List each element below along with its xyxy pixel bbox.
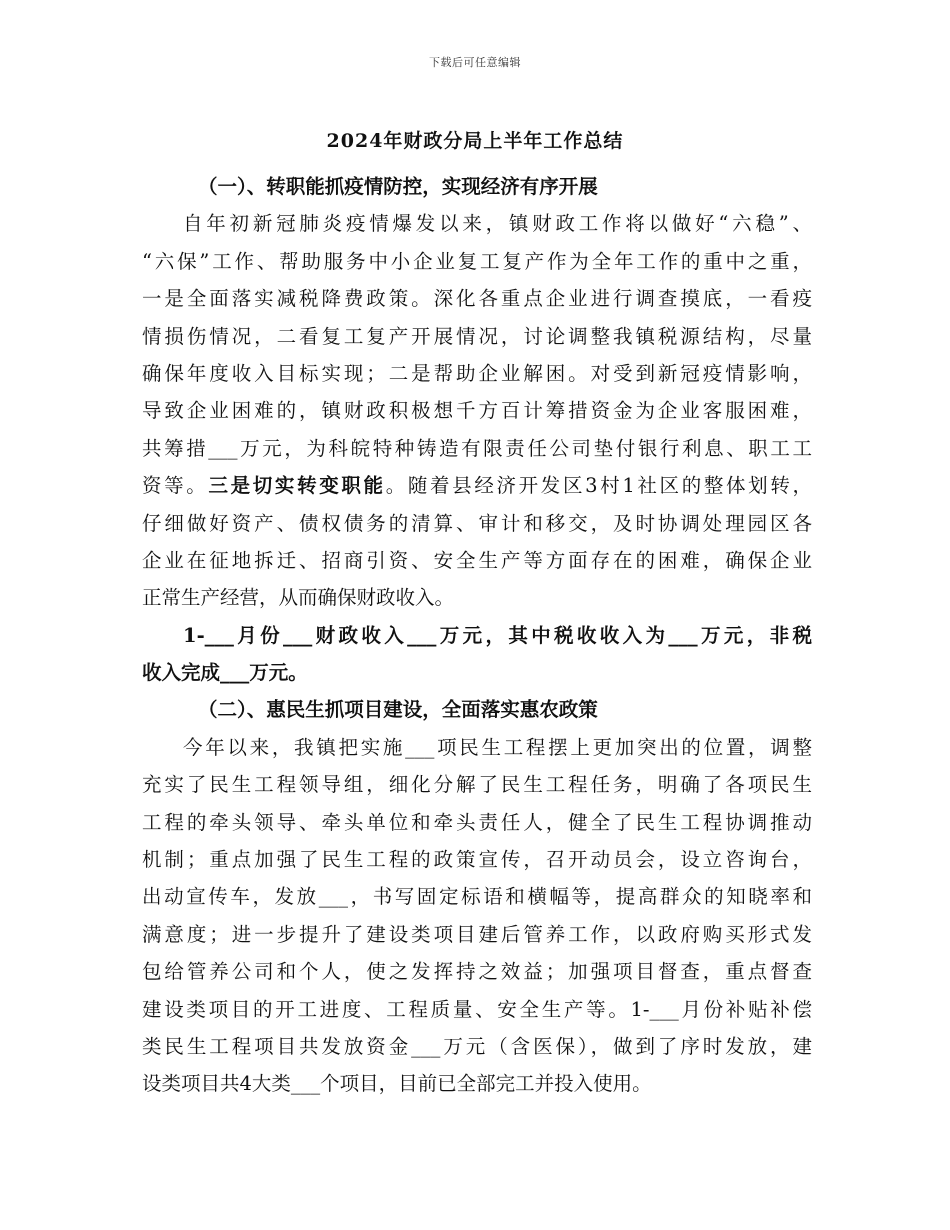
paragraph-line: 仔细做好资产、债权债务的清算、审计和移交，及时协调处理园区各 xyxy=(142,511,812,535)
paragraph-line: 机制；重点加强了民生工程的政策宣传，召开动员会，设立咨询台， xyxy=(142,848,812,872)
section-2-paragraph xyxy=(142,729,812,1103)
download-note: 下载后可任意编辑 xyxy=(429,56,521,69)
line-text: 资等。 xyxy=(142,474,209,498)
paragraph-line: 一是全面落实减税降费政策。深化各重点企业进行调查摸底，一看疫 xyxy=(142,287,812,311)
paragraph-line: 正常生产经营，从而确保财政收入。 xyxy=(142,586,455,610)
document-body xyxy=(142,168,812,1103)
paragraph-line: 自年初新冠肺炎疫情爆发以来，镇财政工作将以做好“六稳”、 xyxy=(183,212,812,236)
paragraph-line: 企业在征地拆迁、招商引资、安全生产等方面存在的困难，确保企业 xyxy=(142,548,812,572)
paragraph-line: 充实了民生工程领导组，细化分解了民生工程任务，明确了各项民生 xyxy=(142,773,812,797)
section-1-heading: （一）、转职能抓疫情防控，实现经济有序开展 xyxy=(198,175,598,198)
paragraph-line: 导致企业困难的，镇财政积极想千方百计筹措资金为企业客服困难， xyxy=(142,399,812,423)
paragraph-line: 确保年度收入目标实现；二是帮助企业解困。对受到新冠疫情影响， xyxy=(142,361,812,385)
paragraph-line: 共筹措___万元，为科皖特种铸造有限责任公司垫付银行利息、职工工 xyxy=(142,436,812,460)
paragraph-line xyxy=(142,467,812,504)
section-1-paragraph-1 xyxy=(142,205,812,616)
paragraph-line: 类民生工程项目共发放资金___万元（含医保），做到了序时发放，建 xyxy=(142,1034,812,1058)
line-text: 。随着县经济开发区3村1社区的整体划转， xyxy=(385,474,812,498)
paragraph-line: 满意度；进一步提升了建设类项目建后管养工作，以政府购买形式发 xyxy=(142,922,812,946)
paragraph-line: 出动宣传车，发放___，书写固定标语和横幅等，提高群众的知晓率和 xyxy=(142,885,812,909)
paragraph-line: 情损伤情况，二看复工复产开展情况，讨论调整我镇税源结构，尽量 xyxy=(142,324,812,348)
paragraph-line: 建设类项目的开工进度、工程质量、安全生产等。1-___月份补贴补偿 xyxy=(142,997,812,1021)
bold-emphasis: 三是切实转变职能 xyxy=(208,474,386,498)
paragraph-line: 设类项目共4大类___个项目，目前已全部完工并投入使用。 xyxy=(142,1072,652,1096)
document-title: 2024年财政分局上半年工作总结 xyxy=(326,130,624,152)
paragraph-line: 工程的牵头领导、牵头单位和牵头责任人，健全了民生工程协调推动 xyxy=(142,810,812,834)
section-2-heading: （二）、惠民生抓项目建设，全面落实惠农政策 xyxy=(198,698,598,722)
paragraph-line: 今年以来，我镇把实施___项民生工程摆上更加突出的位置，调整 xyxy=(183,735,812,759)
paragraph-line: 1-___月份___财政收入___万元，其中税收收入为___万元，非税 xyxy=(183,623,812,647)
paragraph-line: “六保”工作、帮助服务中小企业复工复产作为全年工作的重中之重， xyxy=(142,249,812,273)
paragraph-line: 包给管养公司和个人，使之发挥持之效益；加强项目督查，重点督查 xyxy=(142,960,812,984)
section-1-paragraph-2 xyxy=(142,617,812,692)
paragraph-line: 收入完成___万元。 xyxy=(142,661,308,685)
